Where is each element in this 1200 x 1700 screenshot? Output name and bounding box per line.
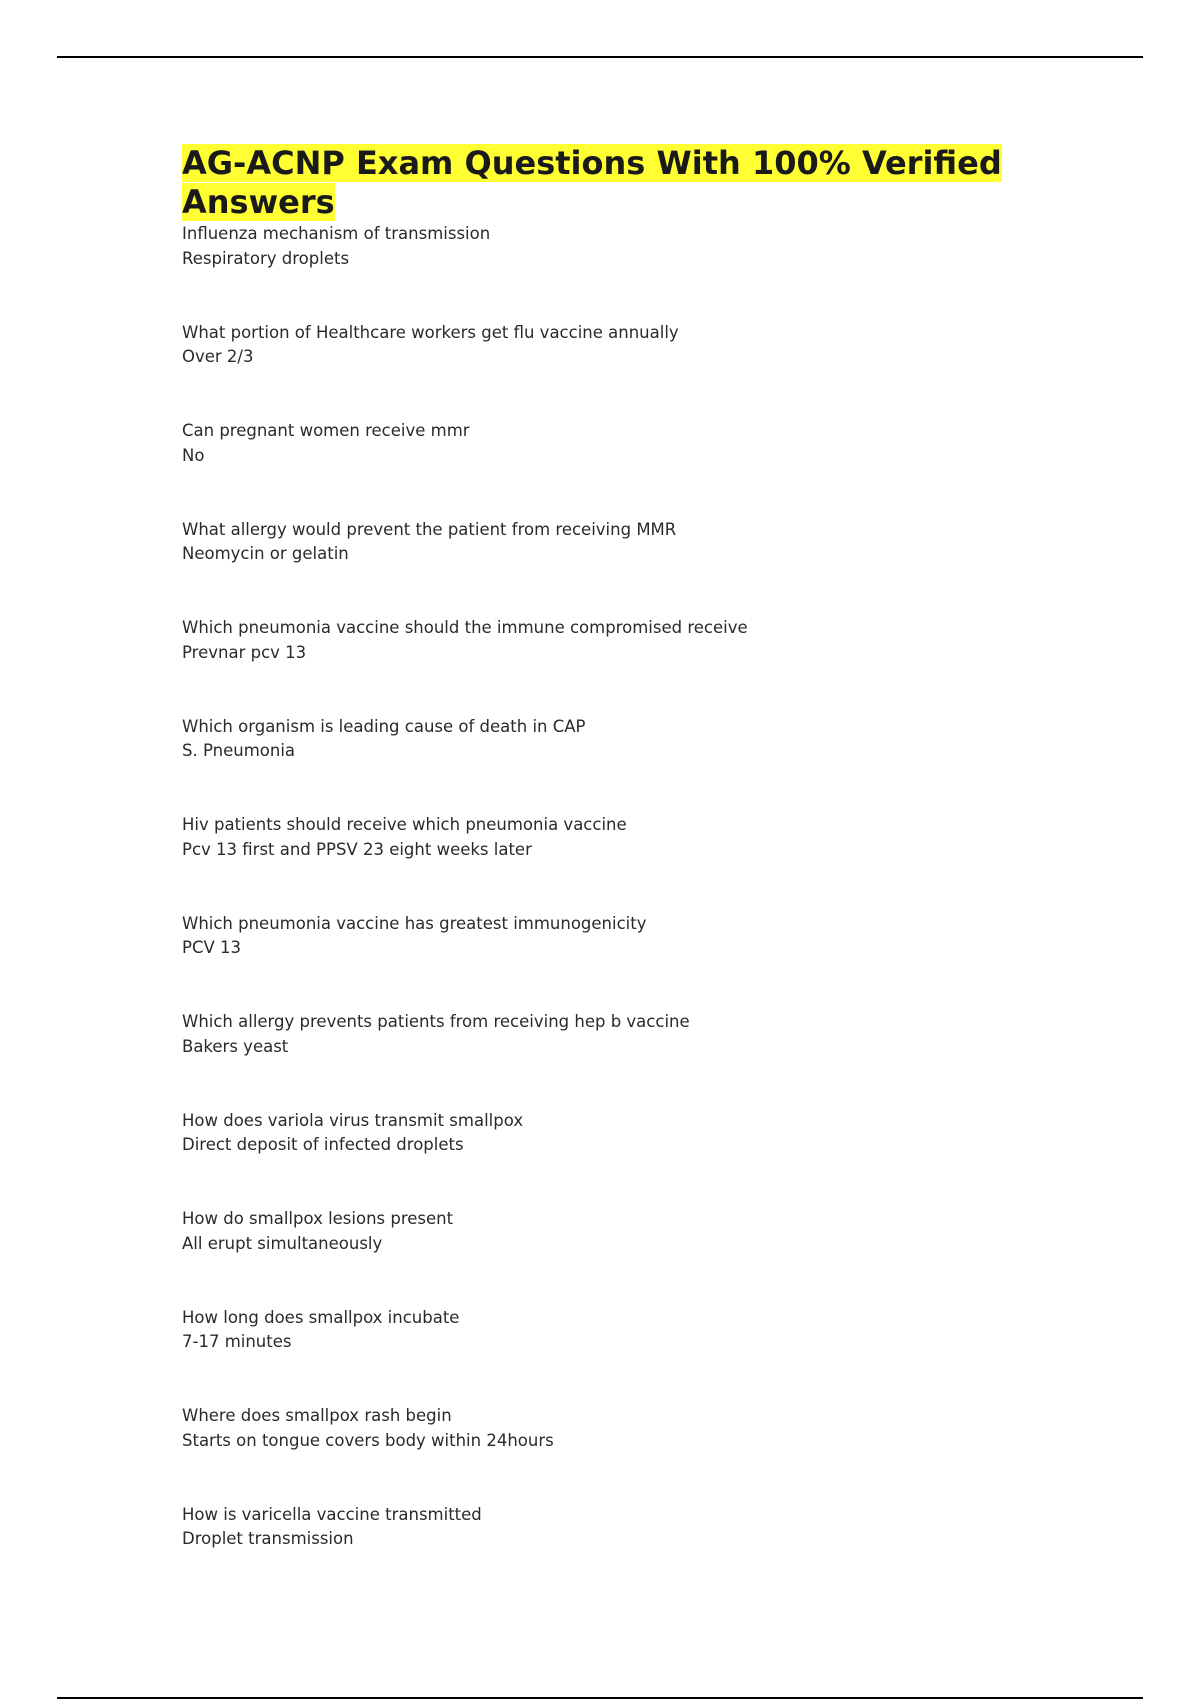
question-text: Which allergy prevents patients from receiving hep b vaccine (182, 1012, 690, 1031)
qa-item (182, 419, 1082, 518)
qa-item (182, 1207, 1082, 1306)
question-text: How does variola virus transmit smallpox (182, 1110, 524, 1130)
answer-text: Respiratory droplets (182, 248, 350, 268)
qa-item (182, 912, 1082, 1011)
footer-rule (57, 1697, 1143, 1699)
qa-item (182, 1306, 1082, 1405)
question-text: Which pneumonia vaccine should the immune compromised receive (182, 618, 748, 637)
question-text: What allergy would prevent the patient from receiving MMR (182, 519, 677, 539)
answer-text: No (182, 445, 205, 465)
qa-item (182, 518, 1082, 617)
answer-text: Prevnar pcv 13 (182, 642, 307, 662)
qa-item (182, 813, 1082, 912)
question-text: How do smallpox lesions present (182, 1209, 454, 1228)
document-title-text: AG-ACNP Exam Questions With 100% Verified Answers (182, 144, 1002, 221)
qa-list (182, 222, 1082, 1601)
header-rule (57, 56, 1143, 58)
qa-item (182, 321, 1082, 420)
question-text: Which organism is leading cause of death in CAP (182, 716, 586, 736)
question-text: Can pregnant women receive mmr (182, 421, 470, 440)
question-text: Which pneumonia vaccine has greatest immunogenicity (182, 913, 647, 933)
qa-item (182, 616, 1082, 715)
answer-text: Bakers yeast (182, 1036, 289, 1056)
question-text: Hiv patients should receive which pneumonia vaccine (182, 815, 627, 834)
question-text: Where does smallpox rash begin (182, 1406, 452, 1425)
qa-item (182, 1010, 1082, 1109)
qa-item (182, 1404, 1082, 1503)
answer-text: Pcv 13 first and PPSV 23 eight weeks later (182, 839, 532, 859)
answer-text: Over 2/3 (182, 347, 254, 366)
question-text: What portion of Healthcare workers get flu vaccine annually (182, 322, 679, 342)
question-text: How is varicella vaccine transmitted (182, 1504, 482, 1524)
answer-text: Droplet transmission (182, 1529, 354, 1548)
qa-item (182, 1109, 1082, 1208)
answer-text: Neomycin or gelatin (182, 544, 349, 563)
answer-text: All erupt simultaneously (182, 1233, 383, 1253)
document-title (182, 144, 1082, 222)
qa-item (182, 222, 1082, 321)
question-text: How long does smallpox incubate (182, 1307, 460, 1327)
answer-text: Direct deposit of infected droplets (182, 1135, 464, 1154)
question-text: Influenza mechanism of transmission (182, 224, 491, 243)
answer-text: S. Pneumonia (182, 741, 296, 760)
document-body (182, 144, 1082, 1601)
answer-text: Starts on tongue covers body within 24hours (182, 1430, 554, 1450)
answer-text: PCV 13 (182, 938, 241, 957)
qa-item (182, 1503, 1082, 1602)
answer-text: 7-17 minutes (182, 1332, 292, 1351)
qa-item (182, 715, 1082, 814)
